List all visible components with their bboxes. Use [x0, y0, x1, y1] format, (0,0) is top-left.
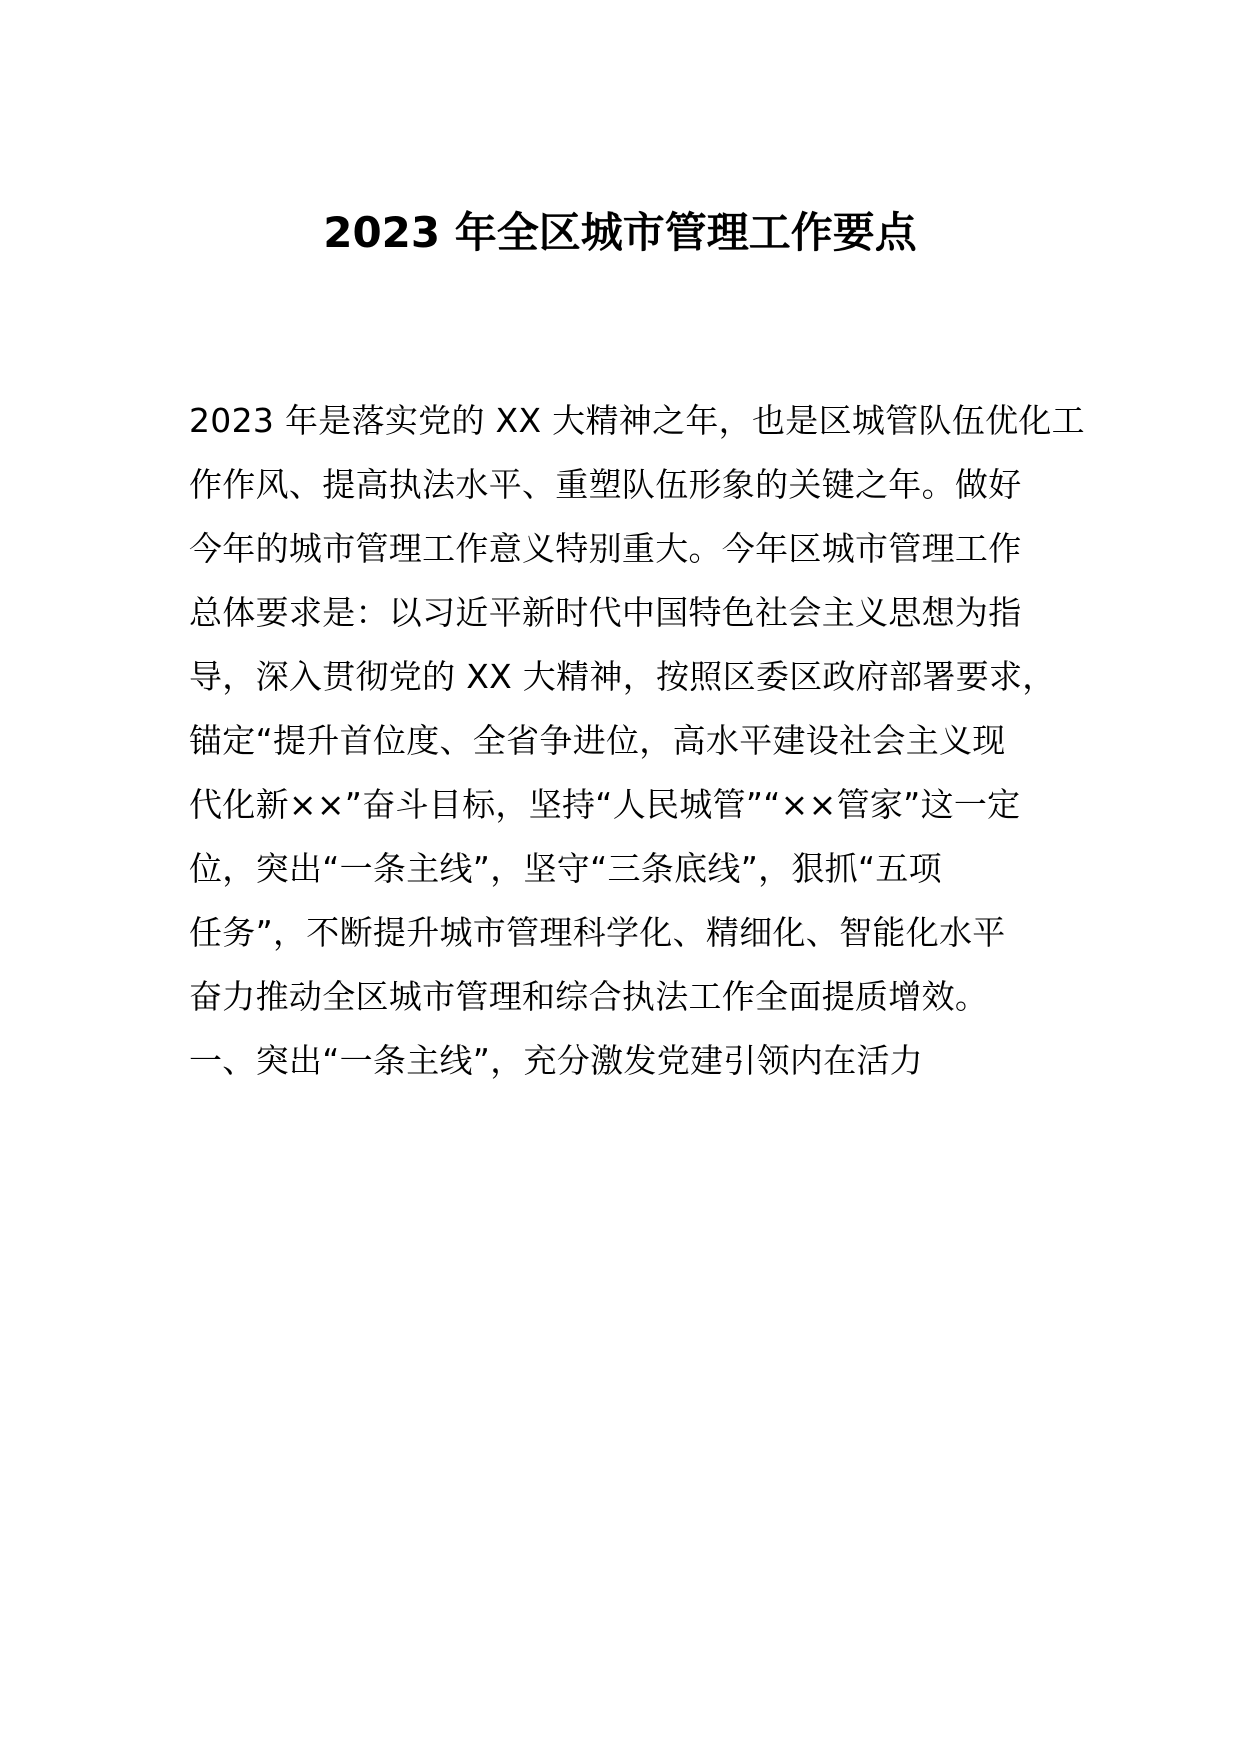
paragraph-line: 今年的城市管理工作意义特别重大。今年区城市管理工作: [189, 529, 1022, 568]
paragraph-line: 2023 年是落实党的 XX 大精神之年，也是区城管队伍优化工: [189, 401, 1085, 440]
paragraph-line: 作作风、提高执法水平、重塑队伍形象的关键之年。做好: [189, 465, 1022, 504]
document-body: [189, 389, 1085, 1093]
paragraph-line: 锚定“提升首位度、全省争进位，高水平建设社会主义现: [189, 721, 1006, 760]
paragraph-line: 导，深入贯彻党的 XX 大精神，按照区委区政府部署要求，: [189, 657, 1056, 696]
paragraph-line: 任务”，不断提升城市管理科学化、精细化、智能化水平: [189, 913, 1006, 952]
section-heading: 一、突出“一条主线”，充分激发党建引领内在活力: [189, 1041, 924, 1080]
paragraph-line: 总体要求是：以习近平新时代中国特色社会主义思想为指: [189, 593, 1022, 632]
paragraph-line: 位，突出“一条主线”，坚守“三条底线”，狠抓“五项: [189, 849, 942, 888]
document-title: 2023 年全区城市管理工作要点: [323, 208, 917, 257]
paragraph-line: 代化新××”奋斗目标，坚持“人民城管”“××管家”这一定: [189, 785, 1021, 824]
paragraph-line: 奋力推动全区城市管理和综合执法工作全面提质增效。: [189, 977, 989, 1016]
